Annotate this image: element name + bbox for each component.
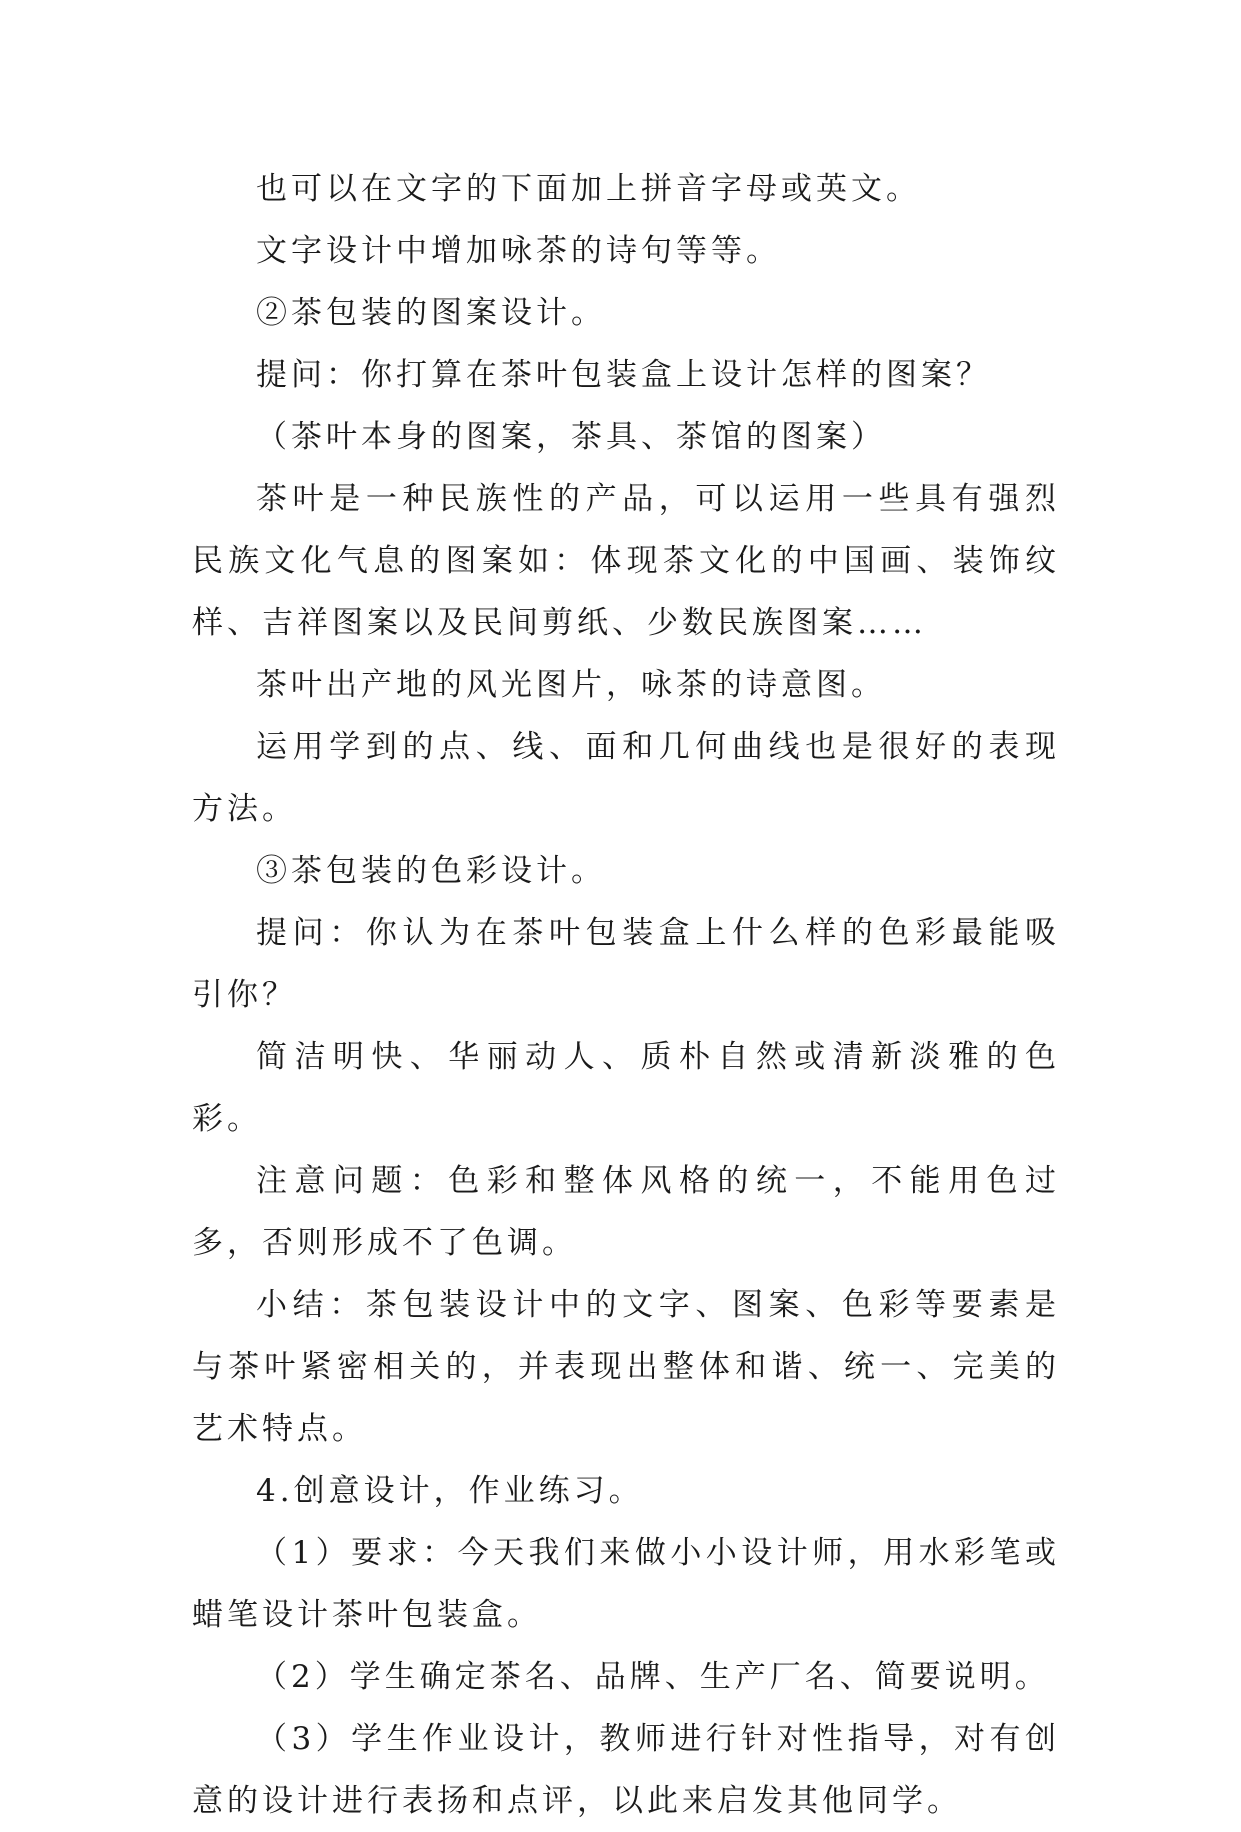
paragraph: 提问：你认为在茶叶包装盒上什么样的色彩最能吸引你？ [192, 915, 1060, 1013]
paragraph: ②茶包装的图案设计。 [256, 295, 606, 331]
paragraph: 简洁明快、华丽动人、质朴自然或清新淡雅的色彩。 [192, 1039, 1060, 1137]
paragraph: 文字设计中增加咏茶的诗句等等。 [256, 233, 781, 269]
paragraph: 运用学到的点、线、面和几何曲线也是很好的表现方法。 [192, 729, 1060, 827]
document-body [192, 158, 1060, 1832]
paragraph: （2）学生确定茶名、品牌、生产厂名、简要说明。 [256, 1659, 1050, 1695]
paragraph: 茶叶出产地的风光图片，咏茶的诗意图。 [256, 667, 886, 703]
paragraph: 4.创意设计，作业练习。 [256, 1473, 644, 1509]
paragraph: （3）学生作业设计，教师进行针对性指导，对有创意的设计进行表扬和点评，以此来启发其他同学。 [192, 1721, 1060, 1819]
paragraph: ③茶包装的色彩设计。 [256, 853, 606, 889]
paragraph: （1）要求：今天我们来做小小设计师，用水彩笔或蜡笔设计茶叶包装盒。 [192, 1535, 1060, 1633]
paragraph: 小结：茶包装设计中的文字、图案、色彩等要素是与茶叶紧密相关的，并表现出整体和谐、统一、完美的艺术特点。 [192, 1287, 1060, 1447]
paragraph: 也可以在文字的下面加上拼音字母或英文。 [256, 171, 921, 207]
paragraph: 茶叶是一种民族性的产品，可以运用一些具有强烈民族文化气息的图案如：体现茶文化的中国画、装饰纹样、吉祥图案以及民间剪纸、少数民族图案…… [192, 481, 1060, 641]
paragraph: （茶叶本身的图案，茶具、茶馆的图案） [256, 419, 886, 455]
paragraph: 提问：你打算在茶叶包装盒上设计怎样的图案？ [256, 357, 991, 393]
paragraph: 注意问题：色彩和整体风格的统一，不能用色过多，否则形成不了色调。 [192, 1163, 1060, 1261]
